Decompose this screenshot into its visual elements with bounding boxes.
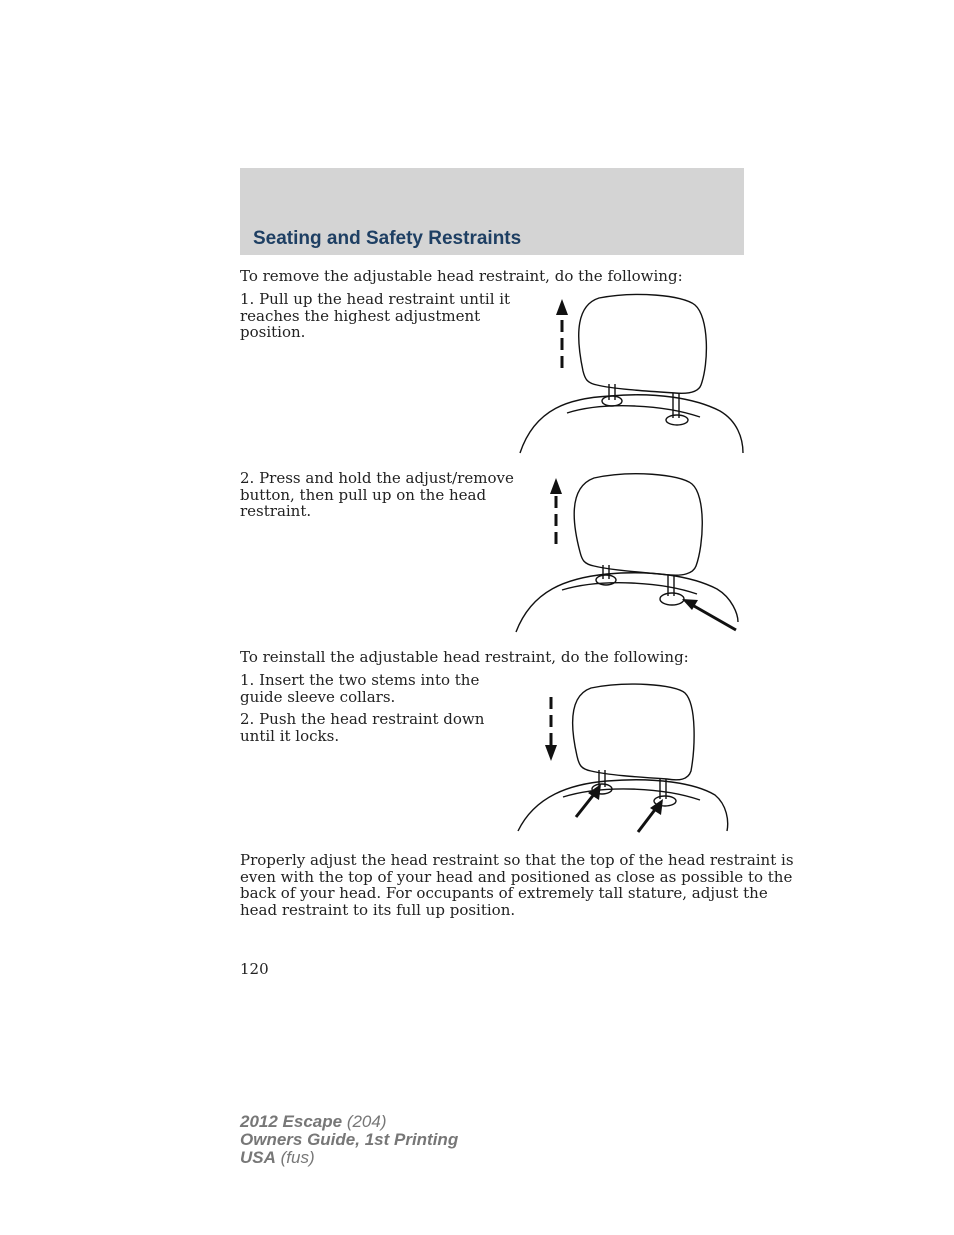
advice-paragraph xyxy=(240,852,794,918)
text-line: restraint. xyxy=(240,502,312,520)
arrow-pointer-icon xyxy=(638,799,663,832)
footer-guide: Owners Guide, 1st Printing xyxy=(240,1130,459,1149)
text-line: head restraint to its full up position. xyxy=(240,900,516,919)
arrow-pointer-icon xyxy=(576,784,601,817)
arrow-down-icon xyxy=(545,697,557,761)
text-line: Properly adjust the head restraint so that the top of the head restraint is xyxy=(240,851,794,869)
arrow-up-icon xyxy=(556,299,568,368)
text-line: 1. Insert the two stems into the xyxy=(240,671,480,689)
text-line: until it locks. xyxy=(240,726,340,745)
arrow-pointer-icon xyxy=(682,599,736,630)
text-line: 1. Pull up the head restraint until it xyxy=(240,290,511,308)
footer-model-code: (204) xyxy=(342,1112,387,1131)
page-number: 120 xyxy=(240,960,269,978)
arrow-up-icon xyxy=(550,478,562,544)
text-line: position. xyxy=(240,323,306,341)
figure-push-down-restraint xyxy=(515,681,747,843)
text-line: guide sleeve collars. xyxy=(240,687,396,706)
remove-step-1 xyxy=(240,291,510,341)
text-line: 2. Push the head restraint down xyxy=(240,710,485,728)
footer-model: 2012 Escape xyxy=(240,1112,343,1131)
footer-edition-info xyxy=(240,1113,458,1167)
text-line: reaches the highest adjustment xyxy=(240,306,481,325)
footer-market-code: (fus) xyxy=(275,1148,315,1167)
text-line: button, then pull up on the head xyxy=(240,485,487,504)
text-line: 2. Press and hold the adjust/remove xyxy=(240,469,514,487)
figure-pull-up-restraint xyxy=(515,293,747,455)
section-title: Seating and Safety Restraints xyxy=(253,228,522,249)
reinstall-step-2 xyxy=(240,711,484,744)
reinstall-intro: To reinstall the adjustable head restraint, do the following: xyxy=(240,648,689,666)
section-header-band xyxy=(240,168,744,255)
figure-press-button xyxy=(512,472,744,634)
remove-intro: To remove the adjustable head restraint, do the following: xyxy=(240,267,683,285)
text-line: even with the top of your head and positioned as close as possible to the xyxy=(240,867,793,886)
text-line: back of your head. For occupants of extremely tall stature, adjust the xyxy=(240,884,768,902)
remove-step-2 xyxy=(240,470,514,520)
footer-market: USA xyxy=(240,1148,276,1167)
reinstall-step-1 xyxy=(240,672,479,705)
